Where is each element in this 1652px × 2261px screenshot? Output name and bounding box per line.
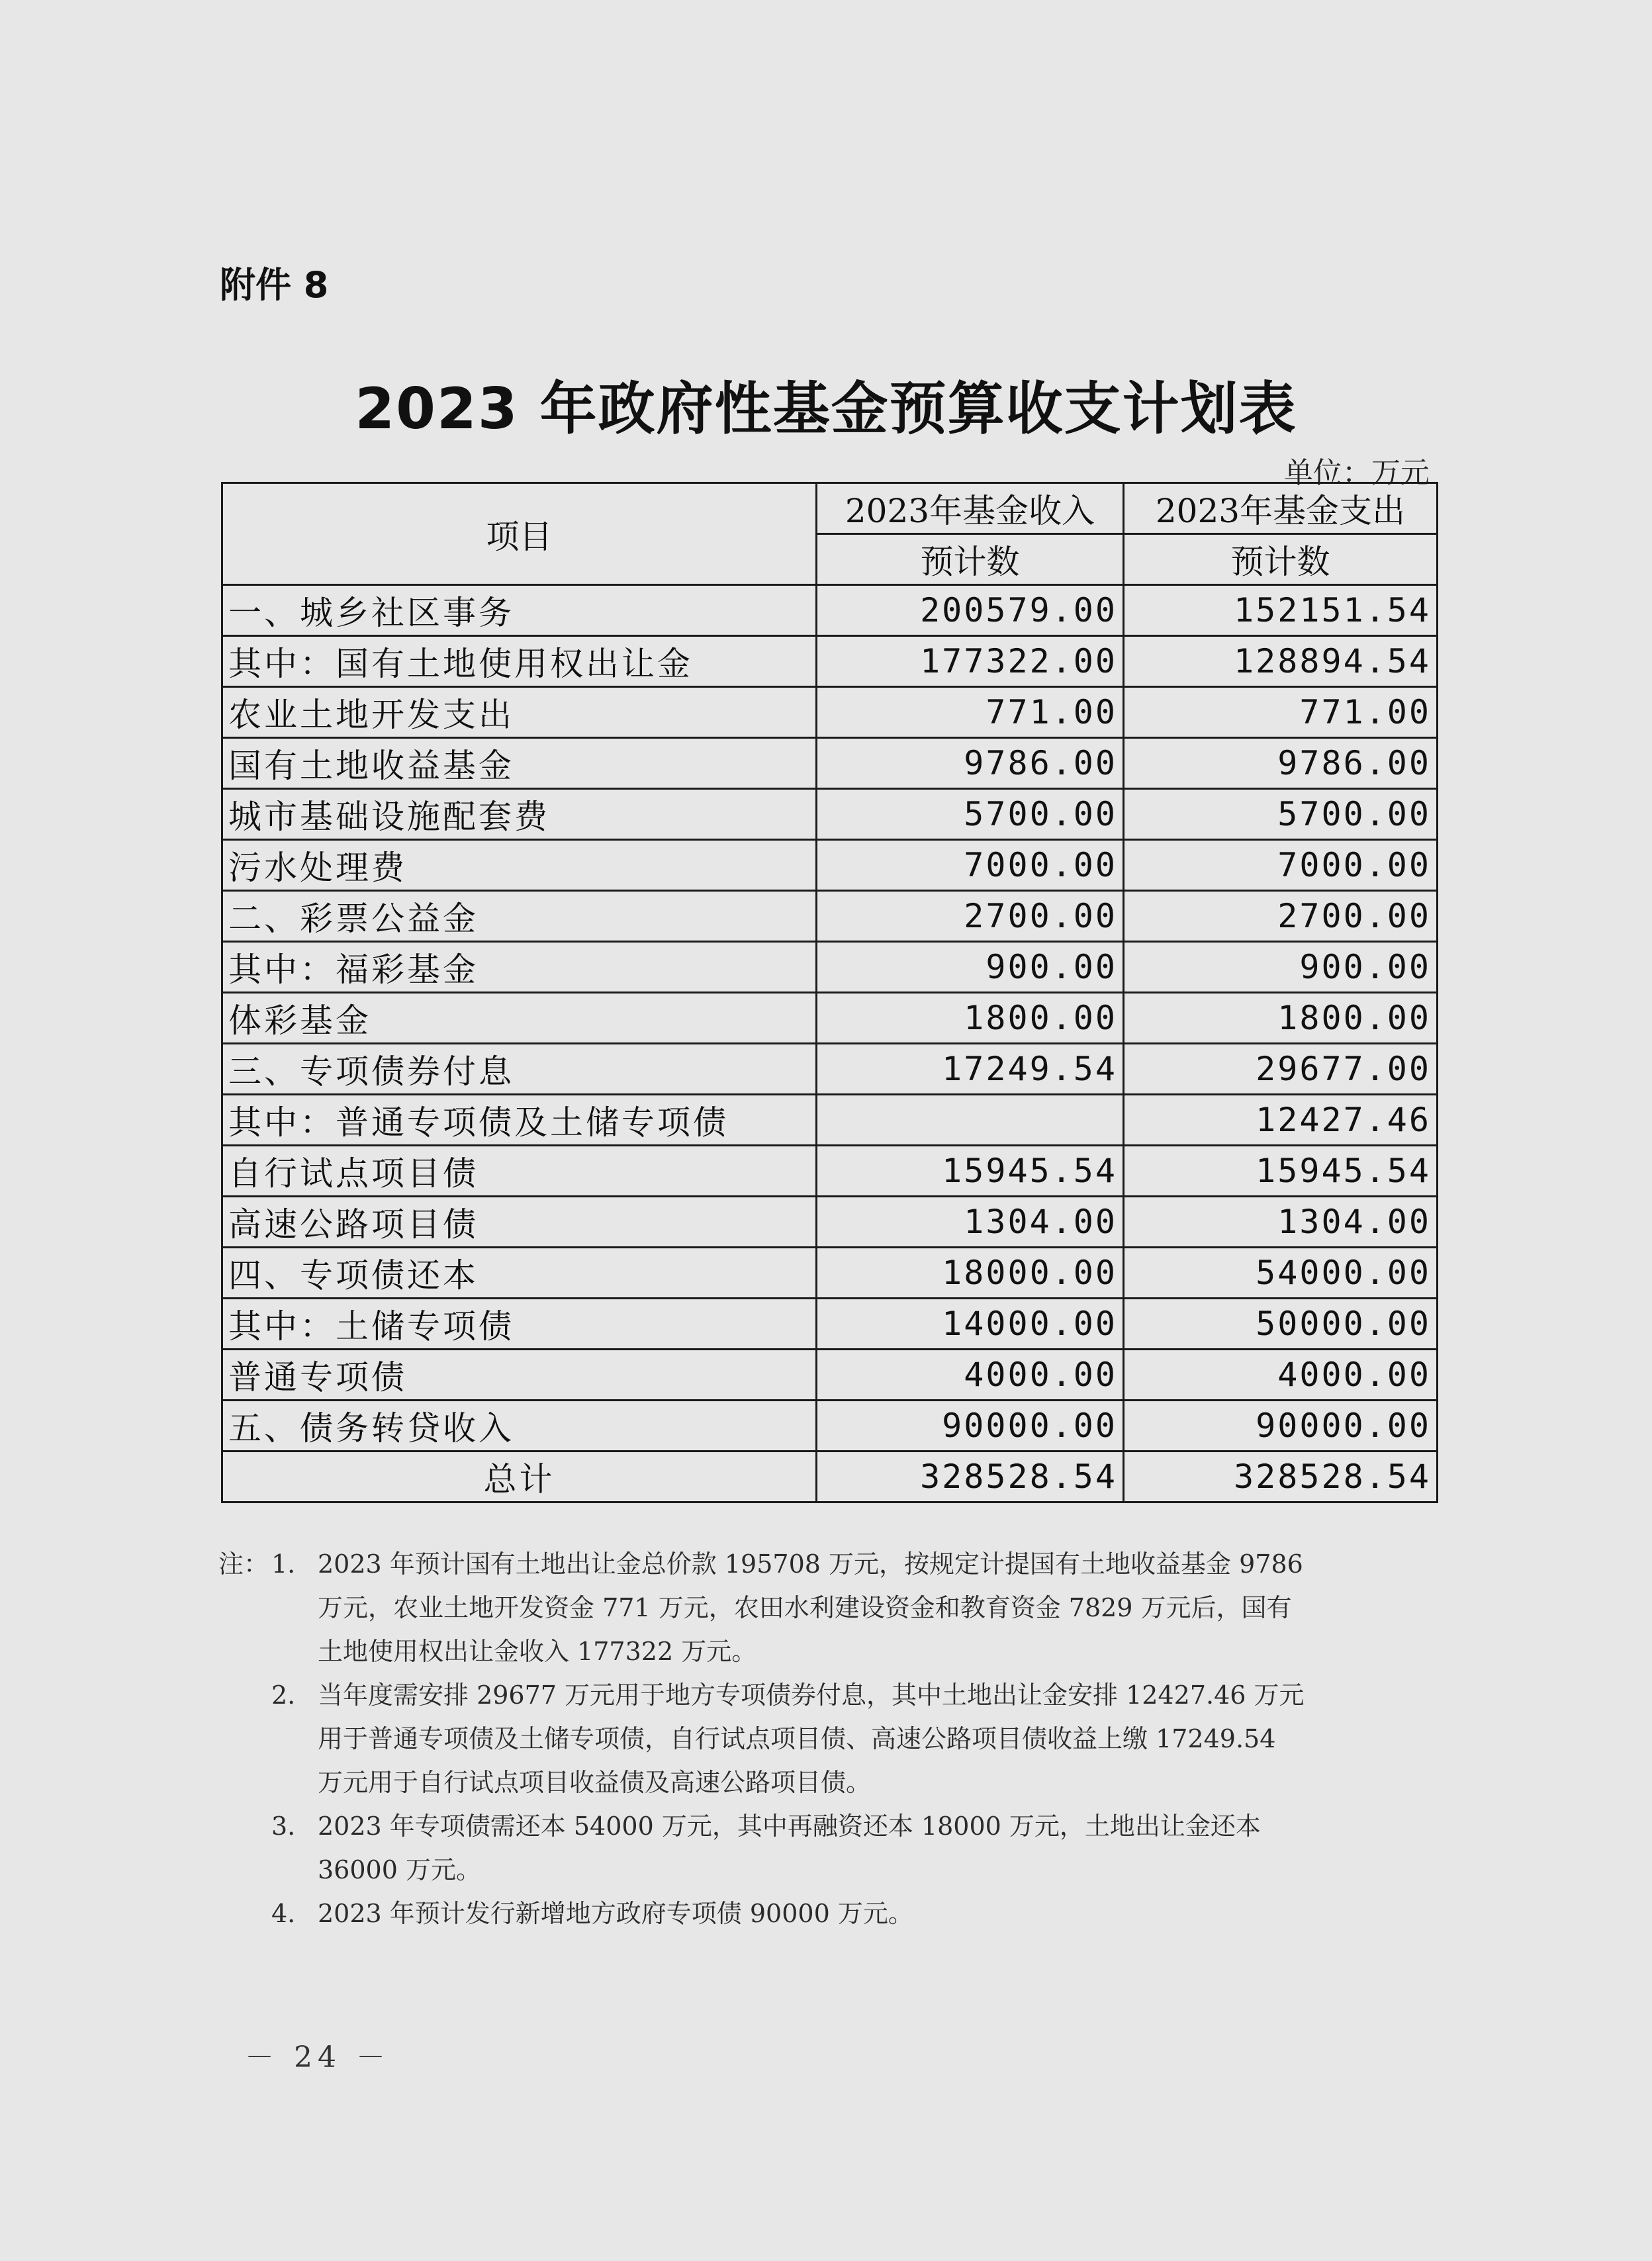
row-label: 其中：国有土地使用权出让金 [222, 636, 817, 687]
header-income-estimate: 预计数 [817, 534, 1124, 585]
note-item [218, 1542, 1436, 1673]
total-row [222, 1452, 1438, 1502]
row-income: 14000.00 [817, 1299, 1124, 1350]
row-expense: 771.00 [1124, 687, 1438, 738]
row-label: 污水处理费 [222, 840, 817, 891]
row-income: 7000.00 [817, 840, 1124, 891]
row-income: 1800.00 [817, 993, 1124, 1044]
unit-label: 单位：万元 [1284, 456, 1430, 490]
row-label: 三、专项债券付息 [222, 1044, 817, 1095]
table-row [222, 1299, 1438, 1350]
row-income: 200579.00 [817, 585, 1124, 636]
table-row [222, 636, 1438, 687]
budget-table [221, 482, 1438, 1503]
note-number: 2. [271, 1681, 296, 1710]
row-income: 1304.00 [817, 1197, 1124, 1248]
note-line: 万元用于自行试点项目收益债及高速公路项目债。 [318, 1768, 872, 1797]
note-item [218, 1673, 1436, 1804]
row-expense: 1800.00 [1124, 993, 1438, 1044]
table-row [222, 942, 1438, 993]
table-row [222, 1350, 1438, 1401]
row-label: 其中：土储专项债 [222, 1299, 817, 1350]
header-expense: 2023年基金支出 [1124, 483, 1438, 534]
note-item [218, 1804, 1436, 1892]
note-line: 2023 年专项债需还本 54000 万元，其中再融资还本 18000 万元，土地出让金还本 [318, 1812, 1261, 1841]
note-line: 当年度需安排 29677 万元用于地方专项债券付息，其中土地出让金安排 12427.46 万元 [318, 1681, 1305, 1710]
row-expense: 152151.54 [1124, 585, 1438, 636]
row-income: 5700.00 [817, 789, 1124, 840]
row-income: 90000.00 [817, 1401, 1124, 1452]
row-income: 9786.00 [817, 738, 1124, 789]
table-row [222, 891, 1438, 942]
row-income: 900.00 [817, 942, 1124, 993]
table-row [222, 687, 1438, 738]
row-label: 二、彩票公益金 [222, 891, 817, 942]
row-label: 农业土地开发支出 [222, 687, 817, 738]
notes-prefix: 注： [218, 1549, 269, 1579]
page-number: － 24 － [245, 2041, 390, 2074]
row-label: 体彩基金 [222, 993, 817, 1044]
table-row [222, 993, 1438, 1044]
row-expense: 29677.00 [1124, 1044, 1438, 1095]
table-row [222, 789, 1438, 840]
row-label: 五、债务转贷收入 [222, 1401, 817, 1452]
notes-section [218, 1542, 1436, 1935]
note-line: 万元，农业土地开发资金 771 万元，农田水利建设资金和教育资金 7829 万元后，国有 [318, 1593, 1292, 1622]
note-line: 2023 年预计发行新增地方政府专项债 90000 万元。 [318, 1899, 913, 1928]
row-expense: 12427.46 [1124, 1095, 1438, 1146]
table-row [222, 1095, 1438, 1146]
row-income: 2700.00 [817, 891, 1124, 942]
table-row [222, 1146, 1438, 1197]
row-expense: 90000.00 [1124, 1401, 1438, 1452]
table-header-row [222, 483, 1438, 534]
note-line: 36000 万元。 [318, 1855, 481, 1884]
table-row [222, 840, 1438, 891]
row-expense: 128894.54 [1124, 636, 1438, 687]
row-income: 177322.00 [817, 636, 1124, 687]
row-label: 其中：普通专项债及土储专项债 [222, 1095, 817, 1146]
attachment-label: 附件 8 [220, 264, 329, 306]
row-expense: 9786.00 [1124, 738, 1438, 789]
row-expense: 2700.00 [1124, 891, 1438, 942]
note-line: 土地使用权出让金收入 177322 万元。 [318, 1637, 757, 1666]
note-line: 用于普通专项债及土储专项债，自行试点项目债、高速公路项目债收益上缴 17249.54 [318, 1724, 1276, 1753]
row-income [817, 1095, 1124, 1146]
row-label: 国有土地收益基金 [222, 738, 817, 789]
row-expense: 54000.00 [1124, 1248, 1438, 1299]
table-row [222, 1401, 1438, 1452]
row-income: 17249.54 [817, 1044, 1124, 1095]
row-income: 15945.54 [817, 1146, 1124, 1197]
row-expense: 5700.00 [1124, 789, 1438, 840]
row-expense: 7000.00 [1124, 840, 1438, 891]
row-label: 普通专项债 [222, 1350, 817, 1401]
table-row [222, 1197, 1438, 1248]
note-line: 2023 年预计国有土地出让金总价款 195708 万元，按规定计提国有土地收益基金 9786 [318, 1549, 1303, 1579]
total-label: 总计 [222, 1452, 817, 1502]
row-income: 771.00 [817, 687, 1124, 738]
row-label: 一、城乡社区事务 [222, 585, 817, 636]
row-expense: 50000.00 [1124, 1299, 1438, 1350]
row-label: 自行试点项目债 [222, 1146, 817, 1197]
row-expense: 4000.00 [1124, 1350, 1438, 1401]
table-row [222, 1248, 1438, 1299]
row-label: 四、专项债还本 [222, 1248, 817, 1299]
row-expense: 15945.54 [1124, 1146, 1438, 1197]
row-expense: 900.00 [1124, 942, 1438, 993]
table-row [222, 1044, 1438, 1095]
note-number: 1. [271, 1549, 296, 1579]
total-income: 328528.54 [817, 1452, 1124, 1502]
note-item [218, 1892, 1436, 1935]
row-income: 18000.00 [817, 1248, 1124, 1299]
row-label: 其中：福彩基金 [222, 942, 817, 993]
header-item: 项目 [222, 483, 817, 585]
total-expense: 328528.54 [1124, 1452, 1438, 1502]
row-expense: 1304.00 [1124, 1197, 1438, 1248]
table-row [222, 585, 1438, 636]
note-number: 4. [271, 1899, 296, 1928]
page-title: 2023 年政府性基金预算收支计划表 [355, 376, 1297, 442]
table-row [222, 738, 1438, 789]
note-number: 3. [271, 1812, 296, 1841]
header-income: 2023年基金收入 [817, 483, 1124, 534]
row-income: 4000.00 [817, 1350, 1124, 1401]
row-label: 高速公路项目债 [222, 1197, 817, 1248]
row-label: 城市基础设施配套费 [222, 789, 817, 840]
header-expense-estimate: 预计数 [1124, 534, 1438, 585]
